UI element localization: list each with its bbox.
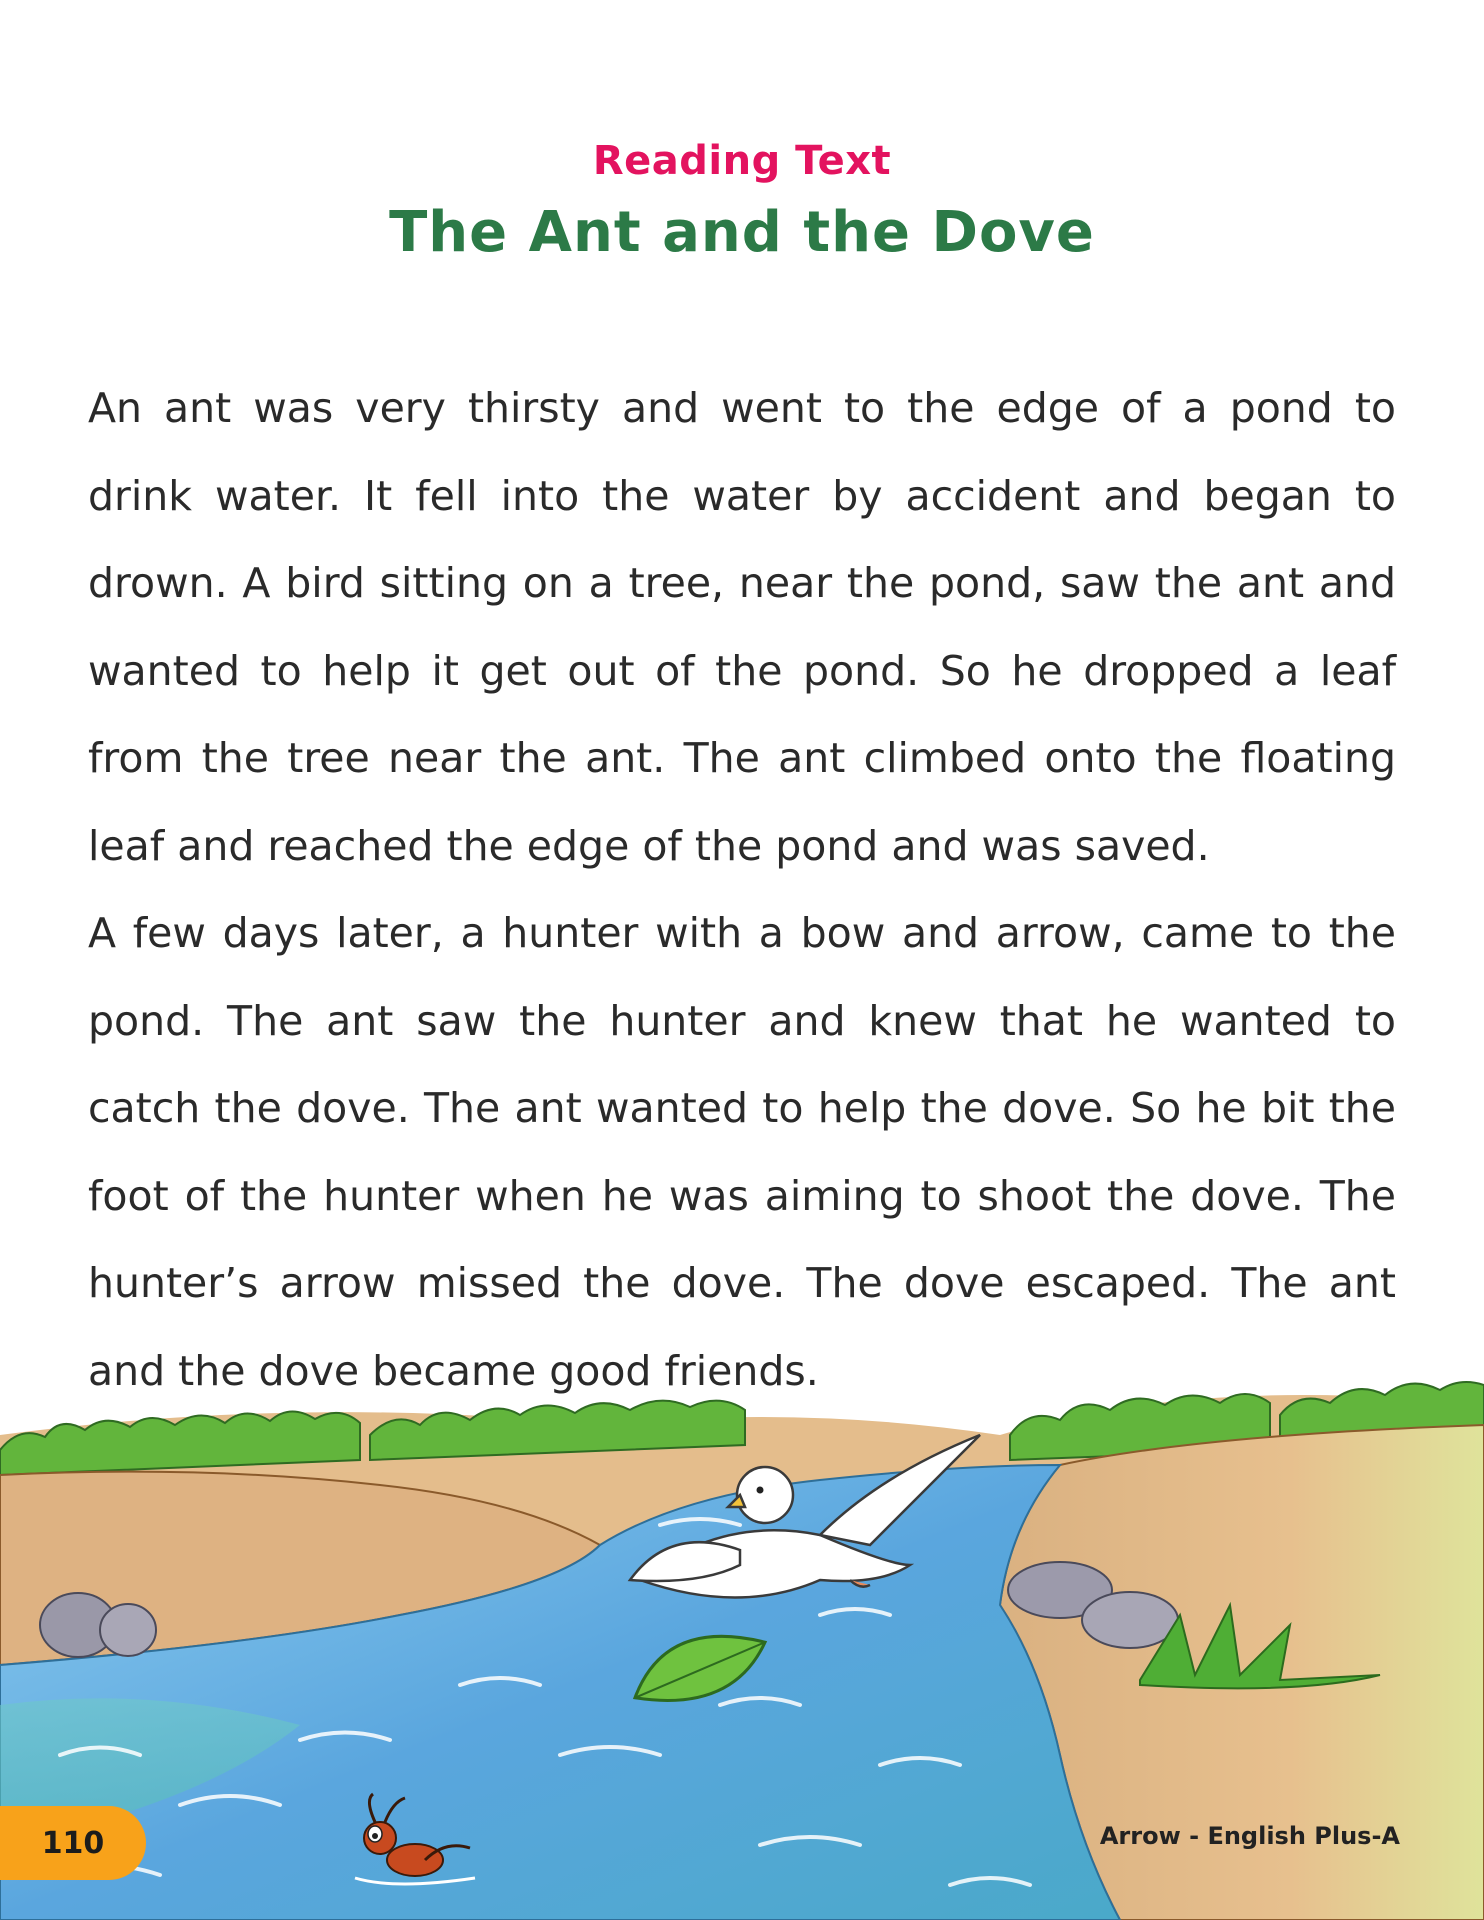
story-paragraph-1: An ant was very thirsty and went to the edge of a pond to drink water. It fell into the water by accident and began to drown. A bird sitting on a tree, near the pond, saw the ant and wanted to help it get out of the pond. So he dropped a leaf from the tree near the ant. The ant climbed onto the floating leaf and reached the edge of the pond and was saved.	[88, 384, 1396, 870]
page-number-badge: 110	[0, 1806, 146, 1880]
section-label: Reading Text	[592, 138, 892, 184]
book-title-footer: Arrow - English Plus-A	[1099, 1822, 1400, 1850]
story-title: The Ant and the Dove	[389, 200, 1095, 265]
story-paragraph-2: A few days later, a hunter with a bow and arrow, came to the pond. The ant saw the hunter and knew that he wanted to catch the dove. The ant wanted to help the dove. So he bit the foot of the hunter when he was aiming to shoot the dove. The hunter’s arrow missed the dove. The dove escaped. The ant and the dove became good friends.	[88, 909, 1396, 1395]
story-text	[88, 365, 1396, 1415]
